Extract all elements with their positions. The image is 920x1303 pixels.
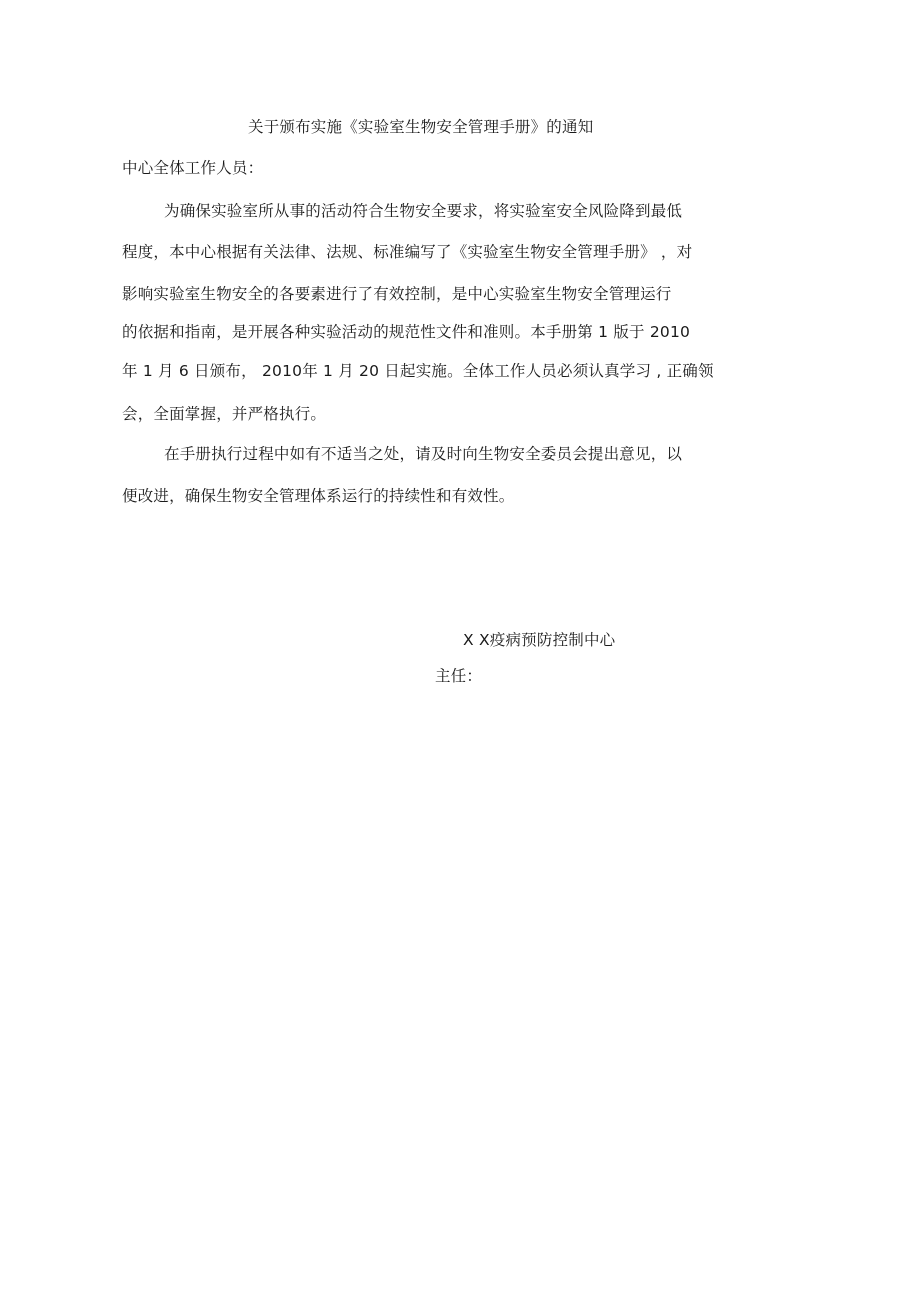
paragraph-1-line-4: 的依据和指南，是开展各种实验活动的规范性文件和准则。本手册第 1 版于 2010 [122, 323, 691, 341]
signature-director-label: 主任： [435, 667, 483, 685]
paragraph-2-line-1: 在手册执行过程中如有不适当之处，请及时向生物安全委员会提出意见，以 [164, 445, 683, 463]
salutation: 中心全体工作人员： [122, 159, 264, 177]
paragraph-1-line-5: 年 1 月 6 日颁布， 2010年 1 月 20 日起实施。全体工作人员必须认真学习 , 正确领 [122, 362, 714, 380]
paragraph-1-line-3: 影响实验室生物安全的各要素进行了有效控制，是中心实验室生物安全管理运行 [122, 285, 672, 303]
paragraph-1-line-6: 会，全面掌握，并严格执行。 [122, 405, 327, 423]
paragraph-2-line-2: 便改进，确保生物安全管理体系运行的持续性和有效性。 [122, 487, 515, 505]
signature-organization: X X疫病预防控制中心 [463, 631, 616, 649]
notice-title: 关于颁布实施《实验室生物安全管理手册》的通知 [248, 118, 594, 136]
paragraph-1-line-2: 程度，本中心根据有关法律、法规、标准编写了《实验室生物安全管理手册》 ，对 [122, 243, 693, 261]
paragraph-1-line-1: 为确保实验室所从事的活动符合生物安全要求，将实验室安全风险降到最低 [164, 202, 683, 220]
